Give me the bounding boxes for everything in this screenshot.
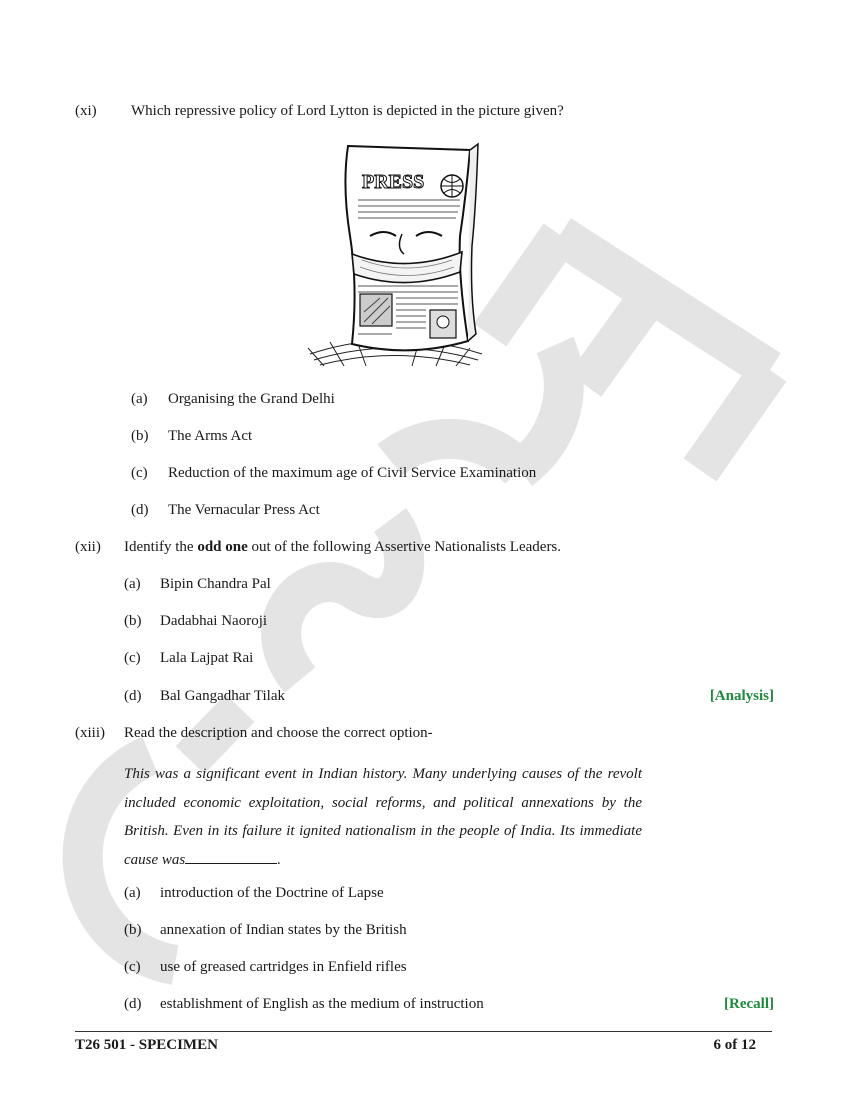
option-text: annexation of Indian states by the British bbox=[160, 922, 407, 938]
option-text: The Arms Act bbox=[168, 428, 253, 444]
option-letter: (b) bbox=[124, 613, 142, 629]
analysis-tag: [Analysis] bbox=[709, 688, 774, 704]
question-text-part: Identify the bbox=[124, 539, 198, 555]
option-text: Bipin Chandra Pal bbox=[160, 576, 271, 592]
option-text: use of greased cartridges in Enfield rifles bbox=[160, 959, 407, 975]
question-emphasis: odd one bbox=[197, 539, 248, 555]
answer-blank bbox=[185, 849, 277, 864]
option-text: introduction of the Doctrine of Lapse bbox=[160, 885, 384, 901]
option-text: Organising the Grand Delhi bbox=[168, 391, 335, 407]
option-letter: (b) bbox=[124, 922, 142, 938]
option-text: The Vernacular Press Act bbox=[168, 502, 320, 518]
option-letter: (a) bbox=[124, 885, 141, 901]
option-letter: (d) bbox=[124, 688, 142, 704]
paper-code: T26 501 - SPECIMEN bbox=[75, 1037, 218, 1053]
question-text: Which repressive policy of Lord Lytton is depicted in the picture given? bbox=[131, 103, 564, 119]
option-letter: (a) bbox=[124, 576, 141, 592]
option-letter: (d) bbox=[124, 996, 142, 1012]
page-number: 6 of 12 bbox=[713, 1037, 756, 1053]
option-text: Lala Lajpat Rai bbox=[160, 650, 254, 666]
option-letter: (c) bbox=[124, 959, 141, 975]
description-paragraph bbox=[124, 760, 642, 874]
question-text-part: out of the following Assertive Nationalists Leaders. bbox=[247, 539, 562, 555]
option-letter: (d) bbox=[131, 502, 149, 518]
option-letter: (c) bbox=[124, 650, 141, 666]
option-text: establishment of English as the medium of instruction bbox=[160, 996, 484, 1012]
press-heading-text: PRESS bbox=[362, 171, 425, 193]
question-number: (xi) bbox=[75, 103, 97, 119]
question-number: (xiii) bbox=[75, 725, 105, 741]
description-text: This was a significant event in Indian history. Many underlying causes of the revolt included economic exploitation, social reforms, and political annexations by the British. Even in its failure it ignited nationalism in the people of India. Its immediate cause was bbox=[124, 766, 642, 868]
option-letter: (a) bbox=[131, 391, 148, 407]
question-number: (xii) bbox=[75, 539, 101, 555]
option-text: Bal Gangadhar Tilak bbox=[160, 688, 285, 704]
option-text: Reduction of the maximum age of Civil Service Examination bbox=[168, 465, 537, 481]
option-letter: (c) bbox=[131, 465, 148, 481]
footer-divider bbox=[75, 1031, 772, 1032]
option-letter: (b) bbox=[131, 428, 149, 444]
question-text: Read the description and choose the correct option- bbox=[124, 725, 433, 741]
question-text bbox=[124, 538, 561, 556]
description-end: . bbox=[277, 851, 281, 868]
option-text: Dadabhai Naoroji bbox=[160, 613, 268, 629]
press-cartoon-image bbox=[300, 136, 488, 368]
recall-tag: [Recall] bbox=[724, 996, 774, 1012]
